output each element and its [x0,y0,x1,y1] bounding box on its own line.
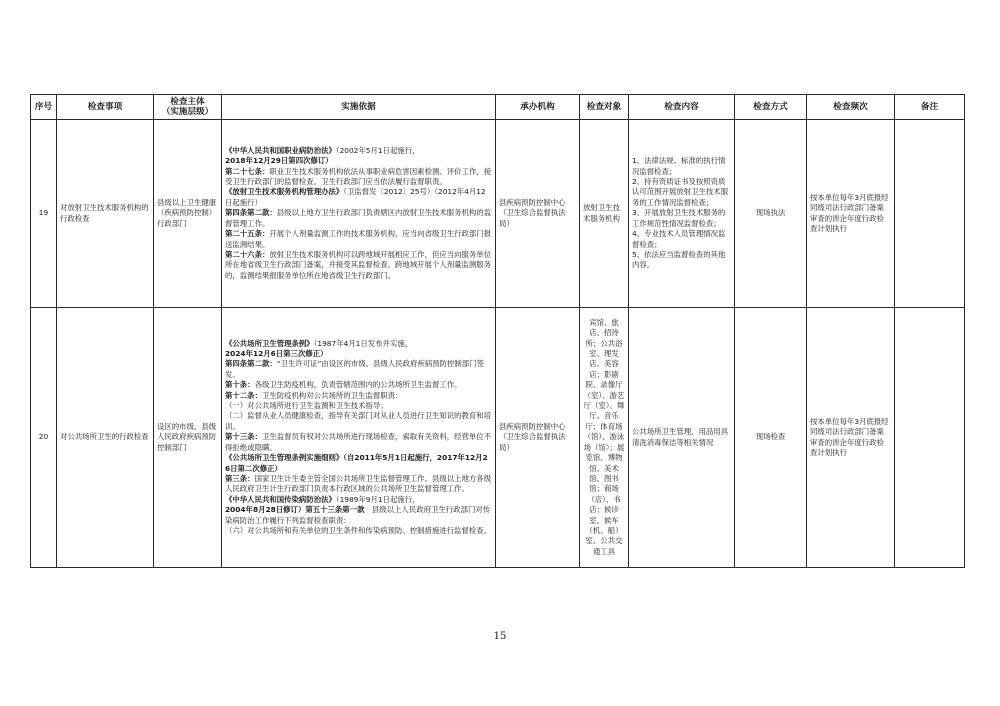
basis-bold-text: 第十二条： [225,390,262,400]
basis-text: 国家卫生计生委主管全国公共场所卫生监督管理工作。县级以上地方各级人民政府卫生计生行政部门负责本行政区域的公共场所卫生监督管理工作。 [225,473,492,494]
basis-text: 卫生监督员有权对公共场所进行现场检查，索取有关资料，经营单位不得拒绝或隐瞒。 [225,432,492,452]
inspection-table [30,94,965,568]
page-number: 15 [493,631,507,642]
basis-paragraph [225,187,492,208]
cell-method: 现场检查 [735,308,807,568]
content-line: 3、开展放射卫生技术服务的工作规范性情况监督检查； [632,208,726,228]
header-remarks: 备注 [895,95,965,120]
cell-seq: 20 [31,308,57,568]
basis-bold-text: 《中华人民共和国传染病防治法》 [225,494,336,504]
basis-text: （六）对公共场所和有关单位的卫生条件和传染病预防、控制措施进行监督检查。 [225,525,492,535]
basis-paragraph [225,167,492,188]
content-line: 1、法律法规、标准的执行情况监督检查； [632,156,726,176]
header-object: 检查对象 [580,95,629,120]
basis-text: （1989年9月1日起施行， [335,494,420,504]
basis-text: 职业卫生技术服务机构依法从事职业病危害因素检测、评价工作，接受卫生行政部门的监督检查。卫生行政部门应当依法履行监督职责。 [225,166,492,187]
header-basis: 实施依据 [222,95,496,120]
basis-bold-text: 第四条第二款： [225,208,277,218]
basis-bold-text: 2024年12月6日第三次修正） [225,349,328,359]
basis-paragraph [225,474,492,495]
basis-text: “卫生许可证”由设区的市级、县级人民政府疾病预防控制部门签发。 [225,359,484,379]
cell-agency: 县疾病预防控制中心（卫生综合监督执法局） [496,308,580,568]
basis-paragraph [225,391,492,401]
cell-remarks [895,120,965,308]
table-header-row [31,95,965,120]
basis-bold-text: 第三条： [225,473,255,483]
cell-remarks [895,308,965,568]
basis-text: （卫监督发〔2012〕25号）（2012年4月12日起施行） [225,187,486,207]
basis-paragraph [225,526,492,536]
basis-bold-text: 第十条： [225,380,255,390]
content-line: 4、专业技术人员管理情况监督检查； [632,229,726,249]
header-seq: 序号 [31,95,57,120]
basis-text: 各级卫生防疫机构，负责管辖范围内的公共场所卫生监督工作。 [254,380,462,390]
header-subject-line2: （实施层级） [161,107,214,117]
table-row [31,308,965,568]
basis-bold-text: 2018年12月29日第四次修订） [225,156,333,166]
content-line: 5、依法应当监督检查的其他内容。 [632,249,726,270]
cell-basis [222,120,496,308]
cell-object: 宾馆、旅店、招待所；公共浴室、理发店、美容店；影剧院、录像厅（室）、游艺厅（室）、舞厅、音乐厅；体育场（馆）、游泳场（馆）；展览馆、博物馆、美术馆、图书馆；商场（店）、书店；候诊室、候车（机、船）室、公共交通工具 [580,308,629,568]
cell-object: 放射卫生技术服务机构 [580,120,629,308]
cell-content [629,120,735,308]
basis-bold-text: 《中华人民共和国职业病防治法》 [225,145,336,155]
header-agency: 承办机构 [496,95,580,120]
basis-text: 卫生防疫机构对公共场所的卫生监督职责： [261,390,403,400]
basis-bold-text: 《公共场所卫生管理条例》 [225,338,314,348]
header-content: 检查内容 [629,95,735,120]
basis-text: （2002年5月1日起施行， [335,145,420,155]
cell-basis [222,308,496,568]
basis-text: （一）对公共场所进行卫生监测和卫生技术指导； [225,401,388,411]
cell-content: 公共场所卫生管理、用品用具清洗消毒保洁等相关情况 [629,308,735,568]
cell-subject: 县级以上卫生健康（疾病预防控制）行政部门 [154,120,222,308]
basis-paragraph [225,156,492,166]
basis-bold-text: 第二十七条： [225,166,270,176]
basis-paragraph [225,229,492,250]
header-frequency: 检查频次 [807,95,895,120]
basis-bold-text: 《公共场所卫生管理条例实施细则》（自2011年5月1日起施行，2017年12月26日第二次修正） [225,453,488,473]
basis-paragraph [225,505,492,526]
basis-bold-text: 第四条第二款： [225,359,277,369]
basis-text: （二）监督从业人员健康检查，指导有关部门对从业人员进行卫生知识的教育和培训。 [225,411,492,431]
basis-paragraph [225,411,492,432]
header-subject-line1: 检查主体 [170,97,205,107]
basis-paragraph [225,146,492,156]
cell-subject: 设区的市级、县级人民政府疾病预防控制部门 [154,308,222,568]
basis-paragraph [225,359,492,380]
basis-bold-text: 第二十五条： [225,229,270,239]
basis-bold-text: 《放射卫生技术服务机构管理办法》 [225,187,344,197]
basis-bold-text: 第二十六条： [225,249,270,259]
basis-paragraph [225,401,492,411]
header-subject [154,95,222,120]
cell-agency: 县疾病预防控制中心（卫生综合监督执法局） [496,120,580,308]
cell-seq: 19 [31,120,57,308]
cell-item: 对放射卫生技术服务机构的行政检查 [57,120,154,308]
basis-paragraph [225,432,492,453]
header-method: 检查方式 [735,95,807,120]
basis-paragraph [225,208,492,229]
basis-bold-text: 第十三条： [225,432,262,442]
cell-frequency: 按本单位每年3月底报经同级司法行政部门备案审查的涉企年度行政检查计划执行 [807,120,895,308]
basis-paragraph [225,250,492,281]
cell-frequency: 按本单位每年3月底报经同级司法行政部门备案审查的涉企年度行政检查计划执行 [807,308,895,568]
cell-item: 对公共场所卫生的行政检查 [57,308,154,568]
basis-paragraph [225,453,492,474]
basis-bold-text: 2004年8月28日修订）第五十三条第一款 [225,505,365,515]
header-item: 检查事项 [57,95,154,120]
basis-text: 放射卫生技术服务机构可以跨地域开展相应工作，但应当向服务单位所在地省级卫生行政部门备案，并接受其监督检查。跨地域开展个人剂量监测服务的，监测结果报服务单位所在地省级卫生行政部门。 [225,249,492,280]
basis-text: 开展个人剂量监测工作的技术服务机构，应当向省级卫生行政部门报送监测结果。 [225,229,492,249]
basis-text: 县级以上人民政府卫生行政部门对传染病防治工作履行下列监督检查职责： [225,505,491,525]
basis-text: （1987年4月1日发布并实施， [313,338,413,348]
basis-paragraph [225,495,492,505]
table-row [31,120,965,308]
basis-paragraph [225,380,492,390]
basis-text: 县级以上地方卫生行政部门负责辖区内放射卫生技术服务机构的监督管理工作。 [225,208,492,228]
basis-paragraph [225,339,492,349]
content-line: 2、持有资质证书及按照资质认可范围开展放射卫生技术服务的工作情况监督检查； [632,177,729,207]
cell-method: 现场执法 [735,120,807,308]
basis-paragraph [225,349,492,359]
